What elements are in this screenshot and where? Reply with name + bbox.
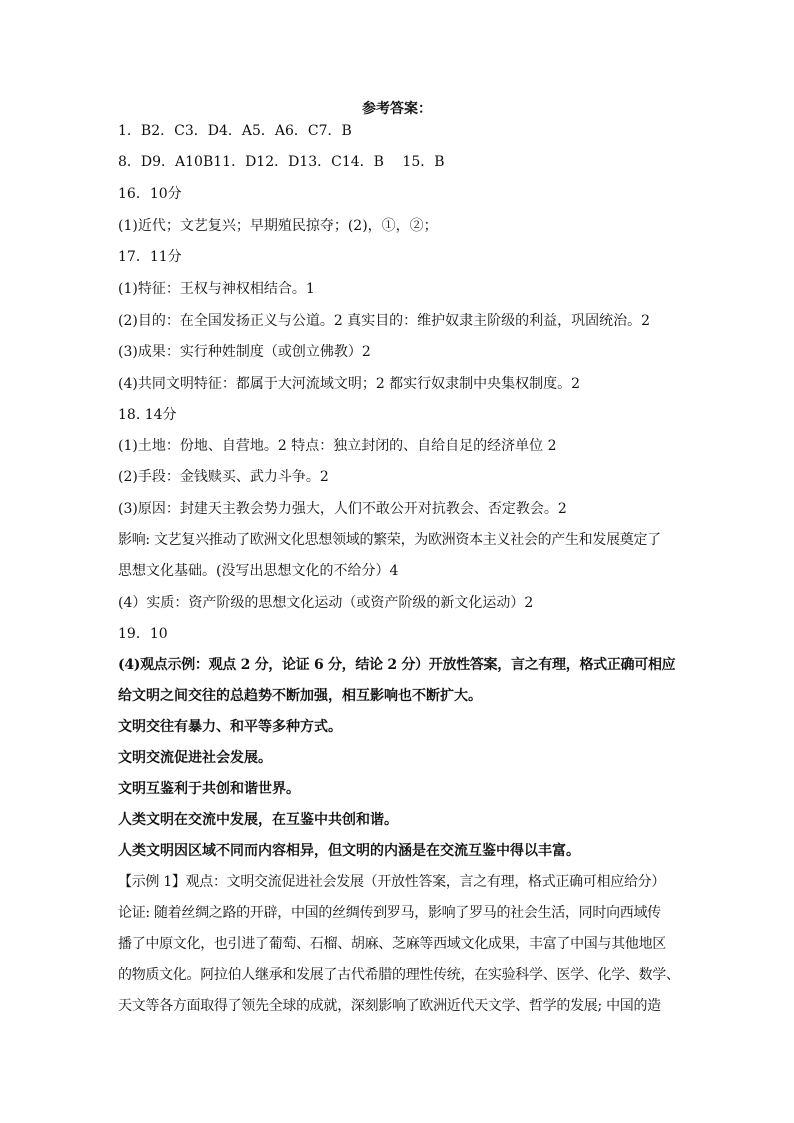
viewpoint-example-4: 文明互鉴利于共创和谐世界。	[118, 781, 300, 797]
example-1-argument-cont-3: 天文等各方面取得了领先全球的成就，深刻影响了欧洲近代天文学、哲学的发展; 中国的造	[118, 998, 661, 1014]
question-18-influence: 影响: 文艺复兴推动了欧洲文化思想领域的繁荣，为欧洲资本主义社会的产生和发展奠定了	[118, 532, 661, 548]
answer-line-8-15: 8．D9．A10B11．D12．D13．C14．B 15．B	[118, 154, 445, 170]
question-18-influence-cont: 思想文化基础。(没写出思想文化的不给分）4	[118, 563, 399, 579]
viewpoint-example-1: 给文明之间交往的总趋势不断加强，相互影响也不断扩大。	[118, 688, 482, 704]
question-19-heading: 19．10	[118, 626, 168, 642]
question-19-viewpoint-intro: (4)观点示例：观点 2 分，论证 6 分，结论 2 分）开放性答案，言之有理，格式正确可相应	[118, 657, 676, 673]
example-1-argument-cont-1: 播了中原文化，也引进了葡萄、石榴、胡麻、芝麻等西域文化成果，丰富了中国与其他地区	[118, 936, 666, 952]
example-1-argument-cont-2: 的物质文化。阿拉伯人继承和发展了古代希腊的理性传统，在实验科学、医学、化学、数学、	[118, 967, 680, 983]
question-17-part-2: (2)目的：在全国发扬正义与公道。2 真实目的：维护奴隶主阶级的利益，巩固统治。2	[118, 313, 651, 329]
viewpoint-example-5: 人类文明在交流中发展，在互鉴中共创和谐。	[118, 812, 398, 828]
example-1-viewpoint: 【示例 1】观点：文明交流促进社会发展（开放性答案，言之有理，格式正确可相应给分）	[118, 874, 666, 890]
question-17-part-3: (3)成果：实行种姓制度（或创立佛教）2	[118, 344, 371, 360]
question-16-heading: 16．10分	[118, 186, 182, 202]
question-18-part-2: (2)手段：金钱赎买、武力斗争。2	[118, 469, 329, 485]
example-1-argument: 论证: 随着丝绸之路的开辟，中国的丝绸传到罗马，影响了罗马的社会生活，同时向西域传	[118, 905, 661, 921]
question-17-heading: 17．11分	[118, 249, 182, 265]
viewpoint-example-6: 人类文明因区域不同而内容相异，但文明的内涵是在交流互鉴中得以丰富。	[118, 843, 580, 859]
question-18-part-4: (4）实质：资产阶级的思想文化运动（或资产阶级的新文化运动）2	[118, 595, 534, 611]
question-17-part-4: (4)共同文明特征：都属于大河流域文明；2 都实行奴隶制中央集权制度。2	[118, 376, 581, 392]
answer-key-title: 参考答案：	[362, 101, 432, 117]
question-18-part-3: (3)原因：封建天主教会势力强大，人们不敢公开对抗教会、否定教会。2	[118, 501, 567, 517]
answer-line-1-7: 1．B2．C3．D4．A5．A6．C7．B	[118, 123, 352, 139]
question-16-answer: (1)近代；文艺复兴；早期殖民掠夺；(2)，①，②；	[118, 218, 438, 234]
question-18-part-1: (1)土地：份地、自营地。2 特点：独立封闭的、自给自足的经济单位 2	[118, 438, 557, 454]
question-17-part-1: (1)特征：王权与神权相结合。1	[118, 281, 315, 297]
viewpoint-example-3: 文明交流促进社会发展。	[118, 750, 272, 766]
question-18-heading: 18. 14分	[118, 407, 177, 423]
viewpoint-example-2: 文明交往有暴力、和平等多种方式。	[118, 719, 342, 735]
